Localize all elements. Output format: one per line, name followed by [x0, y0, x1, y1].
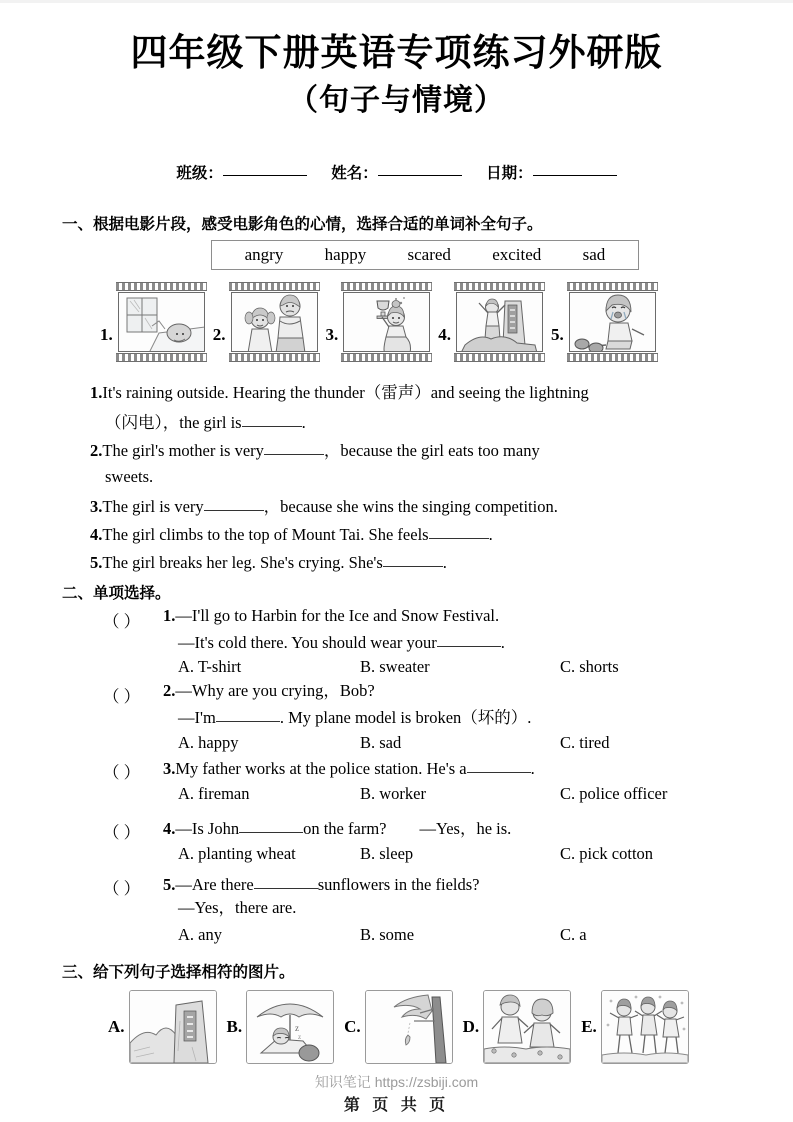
title-main: 四年级下册英语专项练习外研版: [130, 32, 663, 73]
mc-2-option-c[interactable]: C. tired: [560, 733, 610, 752]
mc-1-option-b[interactable]: B. sweater: [360, 657, 430, 676]
section-one-question-2-line-1: [90, 441, 540, 460]
mc-2-option-b[interactable]: B. sad: [360, 733, 402, 752]
film-perforation-top: [229, 282, 320, 291]
q5-text-1: The girl breaks her leg. She's crying. She's: [102, 553, 383, 572]
section-one-question-3: [90, 497, 558, 516]
illustration-farmers-picking-in-field[interactable]: [483, 990, 571, 1064]
illustration-girl-in-bed-rainy-window: [118, 292, 205, 352]
word-bank-item-happy[interactable]: happy: [324, 245, 367, 264]
section-two-heading: 二、单项选择。: [62, 585, 171, 602]
q4-text-1: The girl climbs to the top of Mount Tai. She feels: [102, 525, 429, 544]
film-perforation-top: [116, 282, 207, 291]
mc-1-line-1: [163, 608, 499, 625]
mc-3-number: 3.: [163, 759, 176, 778]
film-perforation-bottom: [229, 353, 320, 362]
mc-5-answer-paren[interactable]: （ ）: [103, 879, 141, 898]
film-number-4: 4.: [438, 325, 451, 344]
class-label: 班级：: [176, 165, 223, 182]
word-bank-item-excited[interactable]: excited: [492, 245, 542, 264]
student-info-line: [0, 160, 793, 183]
mc-3-options: [178, 784, 667, 804]
illustration-mount-tai-rock-stele[interactable]: [129, 990, 217, 1064]
section-one-question-1-line-1: [90, 385, 589, 402]
q4-answer-blank[interactable]: [429, 525, 489, 539]
film-cell-1: [100, 282, 207, 362]
picture-choice-row: [108, 988, 728, 1066]
q1-text-1: It's raining outside. Hearing the thunder（雷声）and seeing the lightning: [102, 383, 589, 402]
mc-2-tail: . My plane model is broken（坏的）.: [279, 708, 532, 727]
q1-tail: .: [301, 413, 306, 432]
picture-letter-d: D.: [462, 1017, 480, 1036]
mc-5-text-2: —Yes，there are.: [178, 898, 297, 917]
mc-4-tail: on the farm? —Yes，he is.: [303, 819, 512, 838]
illustration-girl-crying-broken-leg: [569, 292, 656, 352]
date-label: 日期：: [486, 165, 533, 182]
q1-text-2: （闪电），the girl is: [105, 413, 242, 432]
class-field[interactable]: [176, 160, 307, 183]
film-number-2: 2.: [212, 325, 226, 344]
mc-3-text-1: My father works at the police station. He's a: [175, 759, 467, 778]
illustration-tree-with-falling-leaf[interactable]: [365, 990, 453, 1064]
mc-1-tail: .: [500, 633, 505, 652]
film-number-1: 1.: [100, 325, 113, 344]
word-bank-item-sad[interactable]: sad: [582, 245, 606, 264]
mc-1-line-2: [178, 633, 505, 652]
footer-watermark: 知识笔记 https://zsbiji.com: [314, 1074, 479, 1090]
mc-2-text-2: —I'm: [178, 708, 216, 727]
mc-3-answer-paren[interactable]: （ ）: [103, 763, 141, 782]
section-three-heading: 三、给下列句子选择相符的图片。: [62, 964, 295, 981]
picture-cell-e: [581, 990, 689, 1064]
mc-1-text-2: —It's cold there. You should wear your: [178, 633, 437, 652]
q2-text-3: sweets.: [105, 467, 154, 486]
page-title: [0, 30, 793, 122]
q2-number: 2.: [90, 441, 103, 460]
illustration-girl-with-angry-mother: [231, 292, 318, 352]
q4-text-2: .: [488, 525, 493, 544]
section-one-question-1-line-2: [105, 413, 306, 432]
illustration-person-sleeping-under-umbrella[interactable]: [246, 990, 334, 1064]
name-label: 姓名：: [331, 165, 378, 182]
date-field[interactable]: [486, 160, 617, 183]
mc-2-line-2: [178, 708, 531, 727]
film-perforation-bottom: [116, 353, 207, 362]
word-bank-item-scared[interactable]: scared: [407, 245, 451, 264]
mc-4-option-c[interactable]: C. pick cotton: [560, 844, 654, 863]
svg-text:z: z: [298, 1033, 302, 1041]
mc-2-line-1: [163, 683, 375, 700]
film-frame-5: [567, 282, 658, 362]
mc-5-tail: sunflowers in the fields?: [317, 875, 480, 894]
film-cell-3: [326, 282, 433, 362]
mc-4-line-1: [163, 819, 511, 838]
footer-page-number: 第 页 共 页: [343, 1097, 450, 1114]
section-one-question-4: [90, 525, 493, 544]
name-field[interactable]: [331, 160, 462, 183]
q5-text-2: .: [442, 553, 447, 572]
q4-number: 4.: [90, 525, 103, 544]
film-cell-4: [438, 282, 545, 362]
date-blank[interactable]: [533, 160, 617, 176]
mc-2-number: 2.: [163, 681, 176, 700]
q5-number: 5.: [90, 553, 103, 572]
film-perforation-bottom: [341, 353, 432, 362]
illustration-children-playing-outdoors[interactable]: [601, 990, 689, 1064]
film-frame-3: [341, 282, 432, 362]
film-number-3: 3.: [325, 325, 339, 344]
film-strip: [100, 282, 740, 364]
mc-4-option-a[interactable]: A. planting wheat: [178, 844, 296, 863]
mc-4-option-b[interactable]: B. sleep: [360, 844, 414, 863]
film-perforation-top: [341, 282, 432, 291]
word-bank: [211, 240, 639, 270]
mc-3-tail: .: [530, 759, 535, 778]
film-perforation-top: [567, 282, 658, 291]
film-number-5: 5.: [551, 325, 564, 344]
mc-5-line-1: [163, 875, 479, 894]
film-cell-2: [213, 282, 320, 362]
mc-5-option-c[interactable]: C. a: [560, 925, 587, 944]
illustration-girl-holding-trophy: [343, 292, 430, 352]
mc-1-answer-paren[interactable]: （ ）: [103, 612, 141, 631]
class-blank[interactable]: [223, 160, 307, 176]
mc-1-options: [178, 657, 619, 677]
q2-answer-blank[interactable]: [264, 441, 324, 455]
mc-3-line-1: [163, 759, 535, 778]
mc-1-option-c[interactable]: C. shorts: [560, 657, 619, 676]
mc-3-option-b[interactable]: B. worker: [360, 784, 426, 803]
film-frame-2: [229, 282, 320, 362]
picture-letter-b: B.: [226, 1017, 243, 1036]
q1-number: 1.: [90, 383, 103, 402]
q2-text-1: The girl's mother is very: [102, 441, 264, 460]
mc-1-text-1: —I'll go to Harbin for the Ice and Snow Festival.: [175, 606, 500, 625]
film-frame-1: [116, 282, 207, 362]
picture-cell-a: [108, 990, 217, 1064]
mc-3-option-a[interactable]: A. fireman: [178, 784, 250, 803]
q3-text-2: ，because she wins the singing competition.: [263, 497, 558, 516]
title-subtitle: （句子与情境）: [288, 84, 505, 118]
picture-cell-b: [227, 990, 335, 1064]
q3-text-1: The girl is very: [102, 497, 204, 516]
illustration-girl-on-mountain-top: [456, 292, 543, 352]
mc-2-text-1: —Why are you crying，Bob?: [175, 681, 375, 700]
mc-5-blank[interactable]: [254, 875, 318, 889]
picture-cell-c: [344, 990, 453, 1064]
word-bank-item-angry[interactable]: angry: [244, 245, 284, 264]
mc-3-blank[interactable]: [467, 759, 531, 773]
q2-text-2: ，because the girl eats too many: [323, 441, 540, 460]
q5-answer-blank[interactable]: [383, 553, 443, 567]
picture-cell-d: [463, 990, 572, 1064]
section-one-question-5: [90, 553, 447, 572]
section-one-question-2-line-2: [105, 469, 153, 486]
mc-4-blank[interactable]: [239, 819, 303, 833]
mc-1-option-a[interactable]: A. T-shirt: [178, 657, 242, 676]
mc-4-number: 4.: [163, 819, 176, 838]
mc-5-option-a[interactable]: A. any: [178, 925, 222, 944]
mc-2-option-a[interactable]: A. happy: [178, 733, 239, 752]
mc-2-options: [178, 733, 610, 753]
picture-letter-a: A.: [108, 1017, 125, 1036]
mc-5-number: 5.: [163, 875, 176, 894]
mc-4-answer-paren[interactable]: （ ）: [103, 823, 141, 842]
q3-answer-blank[interactable]: [204, 497, 264, 511]
mc-2-blank[interactable]: [216, 708, 280, 722]
mc-5-line-2: [178, 900, 296, 917]
film-perforation-bottom: [454, 353, 545, 362]
mc-5-options: [178, 925, 587, 945]
mc-3-option-c[interactable]: C. police officer: [560, 784, 668, 803]
film-cell-5: [551, 282, 658, 362]
mc-4-options: [178, 844, 653, 864]
mc-5-option-b[interactable]: B. some: [360, 925, 415, 944]
q3-number: 3.: [90, 497, 103, 516]
mc-1-number: 1.: [163, 606, 176, 625]
mc-1-blank[interactable]: [437, 633, 501, 647]
svg-text:z: z: [295, 1023, 300, 1033]
film-perforation-bottom: [567, 353, 658, 362]
q1-answer-blank[interactable]: [242, 413, 302, 427]
picture-letter-e: E.: [581, 1017, 597, 1036]
name-blank[interactable]: [378, 160, 462, 176]
picture-letter-c: C.: [344, 1017, 361, 1036]
mc-2-answer-paren[interactable]: （ ）: [103, 687, 141, 706]
mc-4-text-1: —Is John: [175, 819, 240, 838]
film-frame-4: [454, 282, 545, 362]
mc-5-text-1: —Are there: [175, 875, 254, 894]
film-perforation-top: [454, 282, 545, 291]
section-one-heading: 一、根据电影片段，感受电影角色的心情，选择合适的单词补全句子。: [62, 216, 543, 233]
